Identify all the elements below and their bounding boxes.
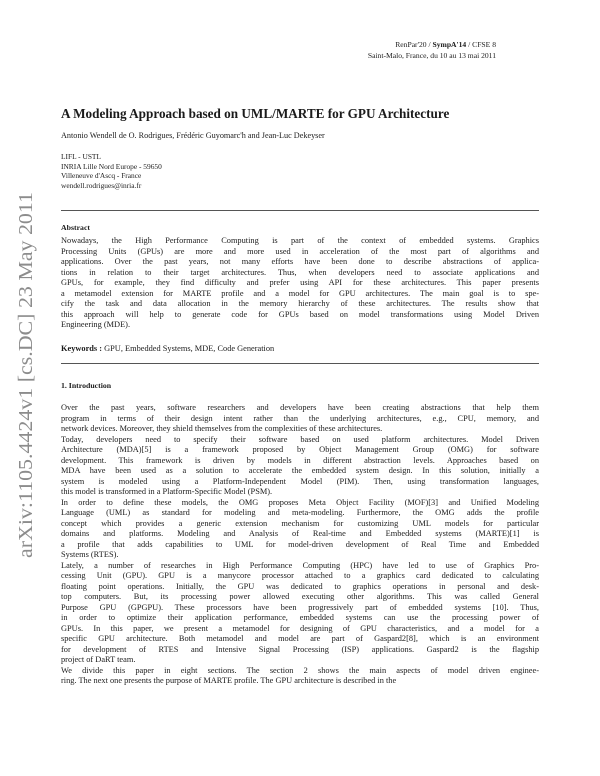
venue-header [368, 39, 496, 61]
text-line: GPUs, for example, they find difficulty and prefer using API for these architectures. This paper presents [61, 278, 539, 287]
text-line: concept which provides a generic extension mechanism for customizing UML models for particular [61, 518, 539, 528]
text-line: for development of RTES and Intensive Signal Processing (ISP) applications. Gaspard2 is the flagship [61, 644, 539, 654]
text-line: In order to define these models, the OMG proposes Meta Object Facility (MOF)[3] and Unified Modeling [61, 497, 539, 507]
abstract-heading: Abstract [61, 223, 91, 232]
affiliation-line: LIFL - USTL [61, 152, 101, 161]
text-line: system is modeled using a Platform-Independent Model (PIM). Then, using transformation languages, [61, 476, 539, 486]
affiliation-line: INRIA Lille Nord Europe - 59650 [61, 161, 162, 171]
text-line: Lately, a number of researches in High Performance Computing (HPC) have led to use of Graphics Pro- [61, 560, 539, 570]
text-line: top computers. But, its processing power allowed executing other algorithms. This was called General [61, 592, 539, 601]
text-line: Purpose GPU (GPGPU). These processors have been progressively part of embedded systems [10]. Thus, [61, 602, 539, 612]
section-heading: 1. Introduction [61, 381, 112, 390]
text-line: project of DaRT team. [61, 655, 136, 664]
text-line: applications. Over the past years, not many efforts have been done to describe abstractions of applica- [61, 257, 539, 266]
affiliation-block [61, 152, 162, 190]
text-line: specific GPU architecture. Both metamodel and model are part of Gaspard2[8], which is an environment [61, 634, 539, 643]
text-line: cessing Unit (GPU). GPU is a manycore processor attached to a graphics card dedicated to calculating [61, 571, 539, 580]
text-line: cify the task and data allocation in the memory hierarchy of these architectures. The results show that [61, 299, 539, 308]
arxiv-stamp-text: arXiv:1105.4424v1 [cs.DC] 23 May 2011 [15, 215, 37, 558]
text-line: MDA have been used as a solution to accelerate the embedded system design. In this solution, initially a [61, 466, 539, 475]
text-line: Processing Units (GPUs) are more and more used in acceleration of the most part of algorithms and [61, 246, 539, 256]
affiliation-line: Villeneuve d'Ascq - France [61, 171, 142, 181]
keywords-label: Keywords : [61, 344, 103, 353]
venue-line-2: Saint-Malo, France, du 10 au 13 mai 2011 [367, 51, 496, 60]
text-line: Today, developers need to specify their software based on used platform architectures. Model Driven [61, 434, 539, 444]
text-line: Over the past years, software researchers and developers have been creating abstractions that help them [61, 403, 539, 412]
text-line: Language (UML) as standard for modeling and meta-modeling. Furthermore, the OMG adds the profile [61, 508, 539, 517]
email-link[interactable]: wendell.rodrigues@inria.fr [61, 180, 142, 190]
introduction-text [61, 403, 539, 687]
text-line: in order to optimize their application performance, embedded systems can use the processing power of [61, 613, 539, 622]
keywords-value: GPU, Embedded Systems, MDE, Code Generation [104, 344, 275, 353]
text-line: ring. The next one presents the purpose of MARTE profile. The GPU architecture is described in the [61, 676, 397, 685]
text-line: development. This framework is driven by models in different abstraction levels. Approaches based on [61, 455, 539, 465]
abstract-top-rule [61, 210, 539, 211]
text-line: We divide this paper in eight sections. The section 2 shows the main aspects of model driven enginee- [61, 665, 539, 675]
abstract-bottom-rule [61, 363, 539, 364]
text-line: floating point operations. Initially, the GPU was dedicated to graphics operations in personal and desk- [61, 581, 539, 591]
text-line: Nowadays, the High Performance Computing is part of the context of embedded systems. Graphics [61, 236, 539, 245]
author-list: Antonio Wendell de O. Rodrigues, Frédéric Guyomarc'h and Jean-Luc Dekeyser [61, 131, 325, 140]
text-line: Engineering (MDE). [61, 320, 131, 329]
venue-line-1: RenPar'20 / SympA'14 / CFSE 8 [395, 40, 496, 49]
paper-title: A Modeling Approach based on UML/MARTE for GPU Architecture [61, 106, 450, 121]
text-line: Systems (RTES). [61, 550, 119, 559]
text-line: Architecture (MDA)[5] is a framework proposed by Object Management Group (OMG) for software [61, 445, 539, 454]
text-line: a profile that adds capabilities to UML for model-driven development of Real Time and Embedded [61, 539, 539, 549]
text-line: tions in relation to their target architectures. Thus, when developers need to associate applications and [61, 267, 539, 277]
text-line: network devices. Moreover, they shield themselves from the complexities of these architectures. [61, 424, 383, 433]
keywords-line [61, 344, 274, 353]
text-line: this model is transformed in a Platform-Specific Model (PSM). [61, 487, 273, 496]
arxiv-stamp [4, 190, 40, 560]
abstract-text [61, 236, 539, 331]
text-line: this approach will help to generate code for GPUs based on model transformations using Model Driven [61, 309, 539, 319]
text-line: GPUs. In this paper, we present a metamodel for designing of GPU characteristics, and a model for a [61, 623, 539, 633]
text-line: domains and platforms. Modeling and Analysis of Real-time and Embedded systems (MARTE)[1] is [61, 529, 539, 538]
text-line: a metamodel extension for MARTE profile and a model for GPU architectures. The main goal is to spe- [61, 288, 539, 298]
text-line: program in terms of their design intent rather than the underlying architectures, e.g., CPU, memory, and [61, 413, 539, 423]
